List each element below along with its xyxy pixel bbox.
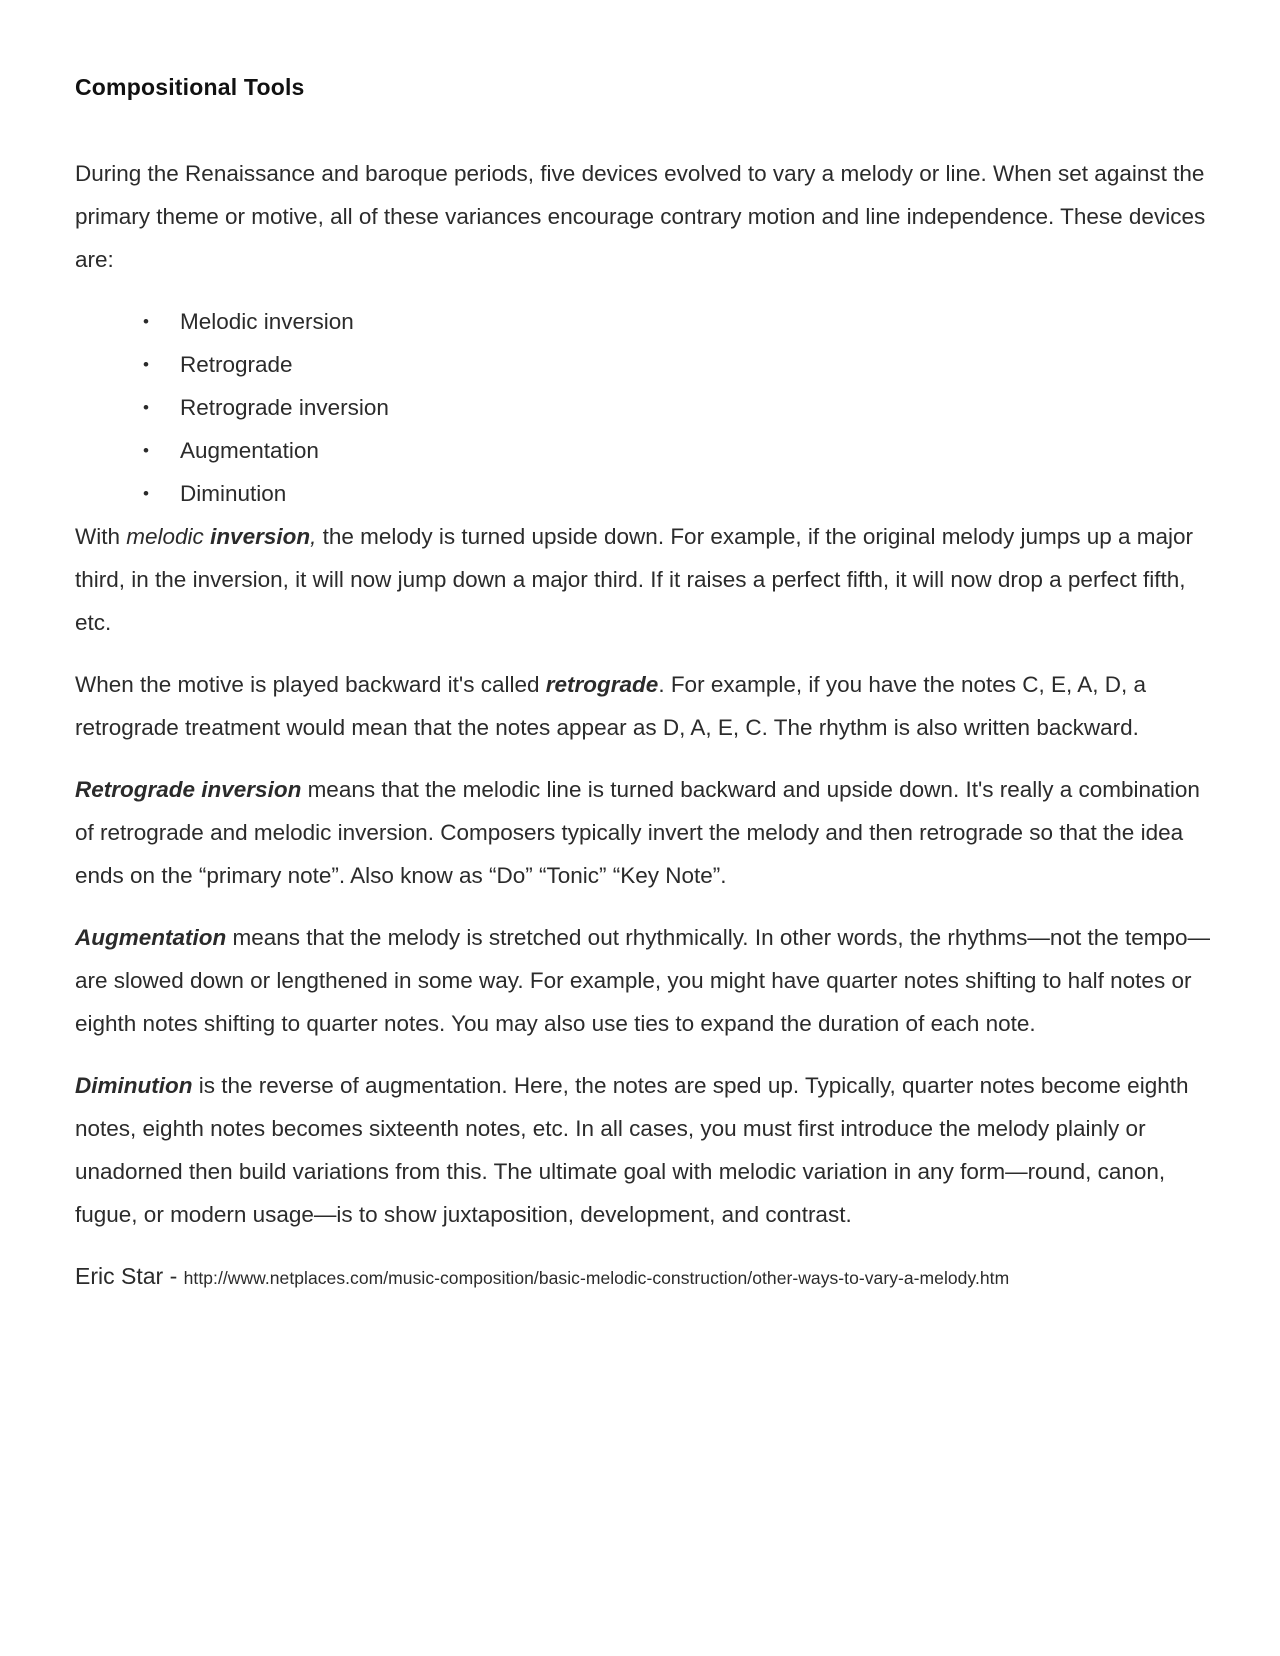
list-item — [75, 300, 1215, 343]
document-body — [75, 152, 1215, 1300]
list-item-label: Diminution — [180, 481, 287, 506]
paragraph-text: , — [310, 524, 317, 549]
retrograde-inversion-paragraph — [75, 768, 1215, 897]
bullet-icon: • — [143, 484, 149, 503]
paragraph-text: the melody is turned upside down. For example, if the original melody jumps up a major third, in the inversion, it will now jump down a major third. If it raises a perfect fifth, it will now drop a perfect fifth, etc. — [75, 524, 1194, 635]
paragraph-text: is the reverse of augmentation. Here, the notes are sped up. Typically, quarter notes become eighth notes, eighth notes becomes sixteenth notes, etc. In all cases, you must first introduce the melody plainly or unadorned then build variations from this. The ultimate goal with melodic variation in any form—round, canon, fugue, or modern usage—is to show juxtaposition, development, and contrast. — [75, 1073, 1189, 1227]
list-item — [75, 343, 1215, 386]
diminution-paragraph — [75, 1064, 1215, 1236]
term-augmentation: Augmentation — [75, 925, 227, 950]
bullet-icon: • — [143, 441, 149, 460]
source-url[interactable]: http://www.netplaces.com/music-composition/basic-melodic-construction/other-ways-to-vary-a-melody.htm — [183, 1268, 1010, 1288]
term-melodic: melodic — [126, 524, 204, 549]
list-item-label: Retrograde inversion — [180, 395, 389, 420]
page-title: Compositional Tools — [75, 74, 305, 100]
attribution — [75, 1255, 1215, 1300]
author-name: Eric Star — [75, 1263, 164, 1289]
paragraph-text: means that the melody is stretched out rhythmically. In other words, the rhythms—not the tempo—are slowed down or lengthened in some way. For example, you might have quarter notes shifting to half notes or eighth notes shifting to quarter notes. You may also use ties to expand the duration of each note. — [75, 925, 1211, 1036]
retrograde-paragraph — [75, 663, 1215, 749]
paragraph-text: . For example, if you have the notes C, E, A, D, a retrograde treatment would mean that the notes appear as D, A, E, C. The rhythm is also written backward. — [75, 672, 1147, 740]
list-item — [75, 429, 1215, 472]
augmentation-paragraph — [75, 916, 1215, 1045]
paragraph-text: When the motive is played backward it's called — [75, 672, 546, 697]
melodic-inversion-paragraph — [75, 515, 1215, 644]
term-inversion: inversion — [210, 524, 311, 549]
paragraph-text: means that the melodic line is turned backward and upside down. It's really a combination of retrograde and melodic inversion. Composers typically invert the melody and then retrograde so that the idea ends on the “primary note”. Also know as “Do” “Tonic” “Key Note”. — [75, 777, 1200, 888]
paragraph-text: With — [75, 524, 127, 549]
intro-paragraph: During the Renaissance and baroque periods, five devices evolved to vary a melody or line. When set against the primary theme or motive, all of these variances encourage contrary motion and line independence. These devices are: — [75, 161, 1206, 272]
list-item — [75, 386, 1215, 429]
term-retrograde: retrograde — [545, 672, 659, 697]
list-item-label: Augmentation — [180, 438, 319, 463]
list-item-label: Retrograde — [180, 352, 293, 377]
list-item — [75, 472, 1215, 515]
bullet-icon: • — [143, 398, 149, 417]
attribution-separator: - — [163, 1263, 184, 1289]
bullet-icon: • — [143, 355, 149, 374]
term-diminution: Diminution — [75, 1073, 193, 1098]
bullet-icon: • — [143, 312, 149, 331]
term-retrograde-inversion: Retrograde inversion — [75, 777, 302, 802]
list-item-label: Melodic inversion — [180, 309, 354, 334]
devices-list — [75, 300, 1215, 515]
